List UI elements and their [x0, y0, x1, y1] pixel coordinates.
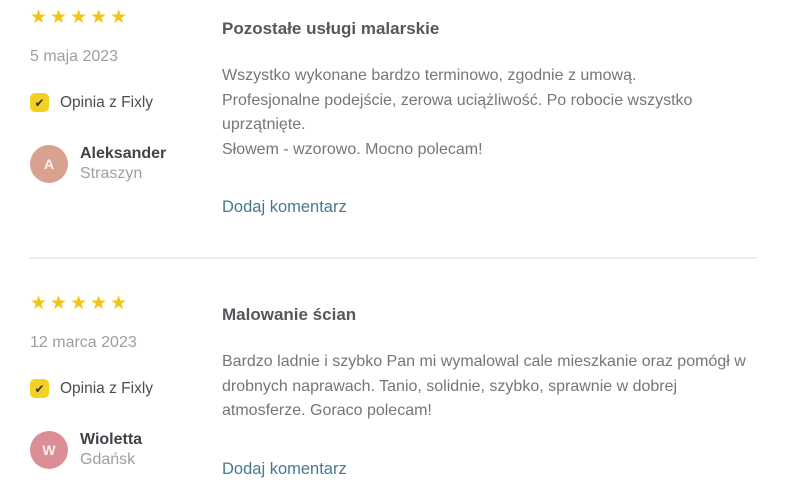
avatar: W [30, 431, 68, 469]
author-name: Wioletta [80, 431, 143, 448]
review-content [222, 294, 757, 479]
add-comment-link[interactable]: Dodaj komentarz [222, 198, 347, 216]
fixly-opinion-badge [30, 379, 222, 398]
author-info [80, 145, 166, 183]
add-comment-link[interactable]: Dodaj komentarz [222, 459, 347, 478]
review-content [222, 8, 757, 217]
checkmark-icon: ✔ [30, 93, 49, 112]
review-title: Pozostałe usługi malarskie [222, 19, 440, 38]
review-meta [30, 294, 222, 469]
review-title: Malowanie ścian [222, 305, 357, 324]
avatar: A [30, 145, 68, 183]
author-location: Straszyn [80, 165, 143, 182]
review-text-line: Wszystko wykonane bardzo terminowo, zgodnie z umową. [222, 67, 637, 84]
checkmark-icon: ✔ [30, 379, 49, 398]
author-info [80, 431, 142, 469]
author [30, 431, 222, 469]
review-date: 12 marca 2023 [30, 334, 137, 351]
review-text-line: Profesjonalne podejście, zerowa uciążliwość. Po robocie wszystko uprzątnięte. [222, 91, 693, 133]
fixly-opinion-badge [30, 93, 222, 112]
author-location: Gdańsk [80, 451, 136, 468]
review-divider [30, 257, 757, 259]
star-rating-icons: ★★★★★ [30, 293, 131, 314]
author [30, 145, 222, 183]
review-text [222, 64, 757, 162]
review-meta [30, 8, 222, 183]
review-text-line: Słowem - wzorowo. Mocno polecam! [222, 140, 483, 158]
author-name: Aleksander [80, 145, 167, 162]
badge-label: Opinia z Fixly [60, 93, 154, 111]
review-card [30, 8, 757, 217]
review-text-line: Bardzo ladnie i szybko Pan mi wymalowal cale mieszkanie oraz pomógł w drobnych naprawach. Tanio, solidnie, szybko, sprawnie w dobrej atmosferze. Goraco polecam! [222, 353, 746, 419]
review-card [30, 294, 757, 479]
review-date: 5 maja 2023 [30, 48, 119, 65]
review-text [222, 350, 757, 424]
star-rating-icons: ★★★★★ [30, 7, 131, 28]
badge-label: Opinia z Fixly [60, 379, 154, 397]
